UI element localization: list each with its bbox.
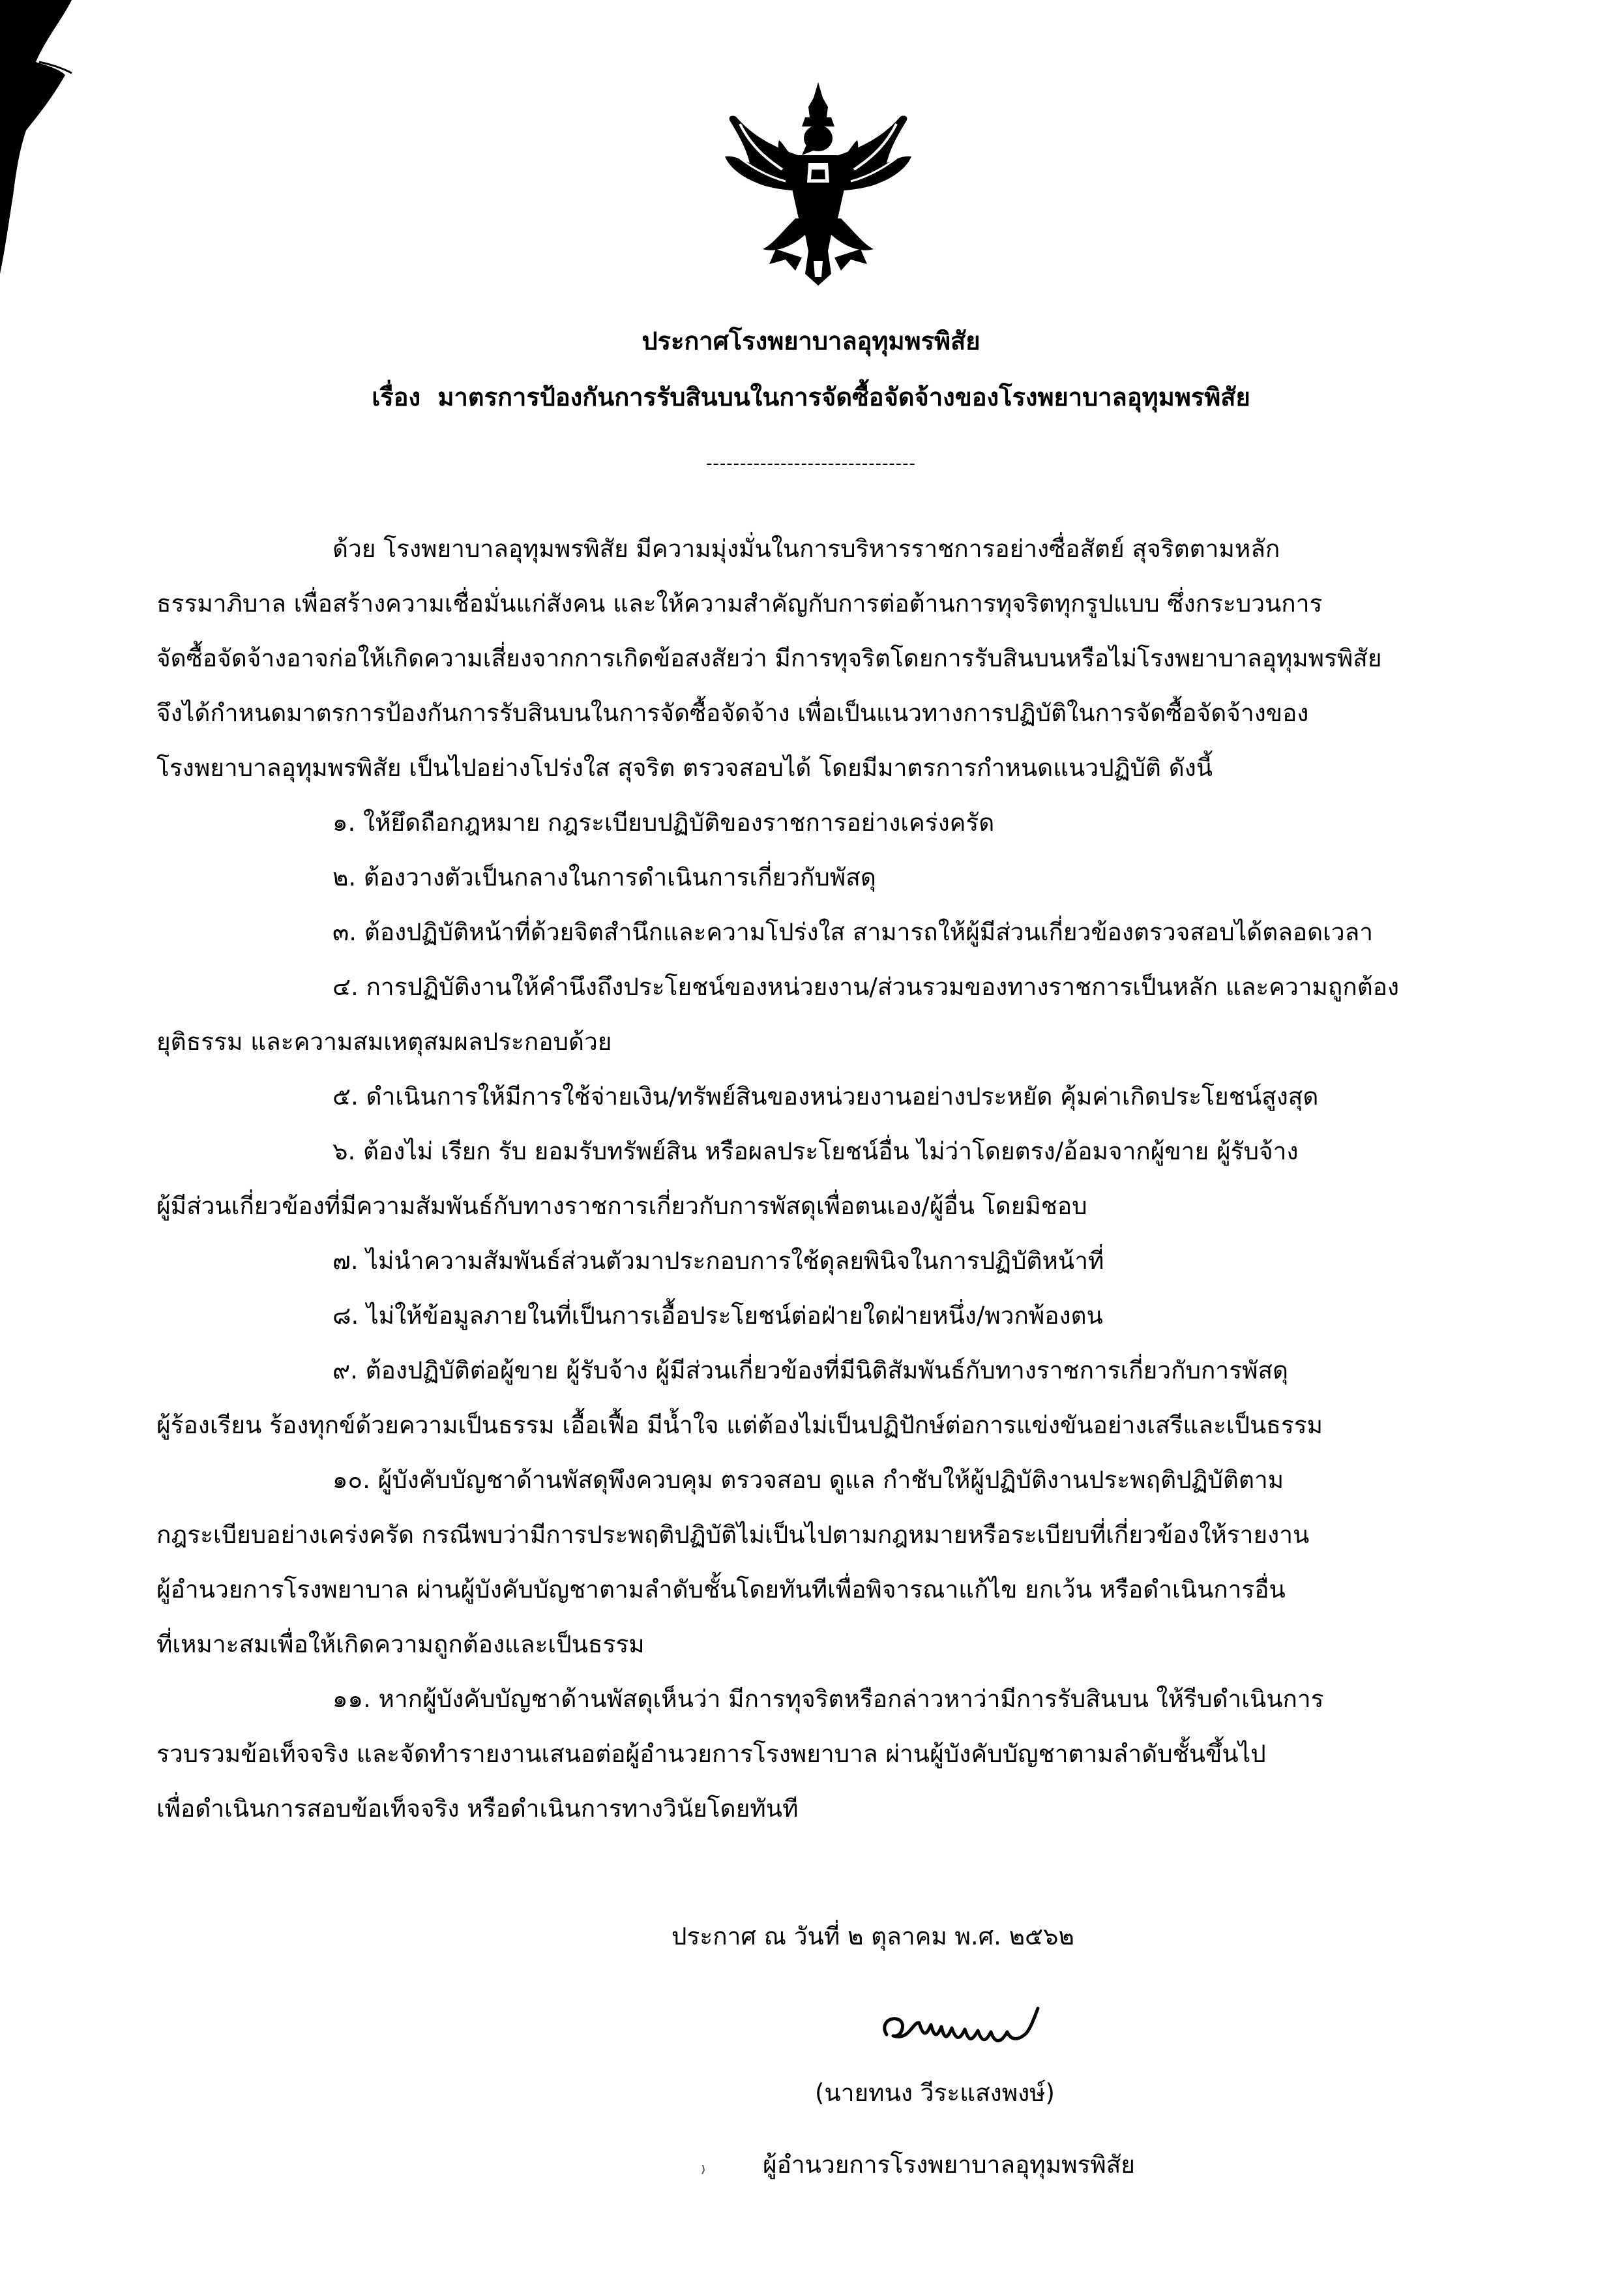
body-line: จึงได้กำหนดมาตรการป้องกันการรับสินบนในการจัดซื้อจัดจ้าง เพื่อเป็นแนวทางการปฏิบัติในการจัดซื้อจัดจ้างของ: [156, 699, 1309, 727]
document-title: ประกาศโรงพยาบาลอุทุมพรพิสัย: [641, 327, 981, 355]
subject-label: เรื่อง: [372, 383, 421, 411]
garuda-emblem-icon: [711, 78, 926, 293]
signer-name: (นายทนง วีระแสงพงษ์): [815, 2079, 1055, 2107]
body-line: ด้วย โรงพยาบาลอุทุมพรพิสัย มีความมุ่งมั่นในการบริหารราชการอย่างซื่อสัตย์ สุจริตตามหลัก: [332, 535, 1280, 563]
scan-corner-mark: [0, 0, 130, 274]
measure-item: ๑๐. ผู้บังคับบัญชาด้านพัสดุพึงควบคุม ตรวจสอบ ดูแล กำชับให้ผู้ปฏิบัติงานประพฤติปฏิบัติตาม: [332, 1466, 1284, 1494]
subject-text: มาตรการป้องกันการรับสินบนในการจัดซื้อจัดจ้างของโรงพยาบาลอุทุมพรพิสัย: [437, 383, 1250, 411]
measure-item: ๖. ต้องไม่ เรียก รับ ยอมรับทรัพย์สิน หรือผลประโยชน์อื่น ไม่ว่าโดยตรง/อ้อมจากผู้ขาย ผู้รับจ้าง: [332, 1137, 1299, 1165]
measure-item: ๑๑. หากผู้บังคับบัญชาด้านพัสดุเห็นว่า มีการทุจริตหรือกล่าวหาว่ามีการรับสินบน ให้รีบดำเนินการ: [332, 1685, 1324, 1713]
measure-item: ๓. ต้องปฏิบัติหน้าที่ด้วยจิตสำนึกและความโปร่งใส สามารถให้ผู้มีส่วนเกี่ยวข้องตรวจสอบได้ตลอดเวลา: [332, 918, 1374, 946]
document-body: [156, 522, 1473, 1836]
measure-item-cont: ผู้มีส่วนเกี่ยวข้องที่มีความสัมพันธ์กับทางราชการเกี่ยวกับการพัสดุเพื่อตนเอง/ผู้อื่น โดยมิชอบ: [156, 1192, 1087, 1220]
body-line: โรงพยาบาลอุทุมพรพิสัย เป็นไปอย่างโปร่งใส สุจริต ตรวจสอบได้ โดยมีมาตรการกำหนดแนวปฏิบัติ ดังนี้: [156, 754, 1213, 782]
measure-item: ๔. การปฏิบัติงานให้คำนึงถึงประโยชน์ของหน่วยงาน/ส่วนรวมของทางราชการเป็นหลัก และความถูกต้อง: [332, 973, 1400, 1001]
measure-item: ๑. ให้ยึดถือกฎหมาย กฎระเบียบปฏิบัติของราชการอย่างเคร่งครัด: [332, 809, 995, 837]
measure-item: ๕. ดำเนินการให้มีการใช้จ่ายเงิน/ทรัพย์สินของหน่วยงานอย่างประหยัด คุ้มค่าเกิดประโยชน์สูงสุด: [332, 1082, 1319, 1111]
signer-position: ผู้อำนวยการโรงพยาบาลอุทุมพรพิสัย: [763, 2151, 1135, 2179]
document-subject: [0, 381, 1622, 413]
measure-item-cont: รวบรวมข้อเท็จจริง และจัดทำรายงานเสนอต่อผู้อำนวยการโรงพยาบาล ผ่านผู้บังคับบัญชาตามลำดับชั้นขึ้นไป: [156, 1740, 1266, 1768]
separator-line: -------------------------------: [706, 454, 916, 473]
measure-item: ๙. ต้องปฏิบัติต่อผู้ขาย ผู้รับจ้าง ผู้มีส่วนเกี่ยวข้องที่มีนิติสัมพันธ์กับทางราชการเกี่ยวกับการพัสดุ: [332, 1356, 1289, 1384]
announcement-date: ประกาศ ณ วันที่ ๒ ตุลาคม พ.ศ. ๒๕๖๒: [671, 1922, 1074, 1950]
measure-item-cont: กฎระเบียบอย่างเคร่งครัด กรณีพบว่ามีการประพฤติปฏิบัติไม่เป็นไปตามกฎหมายหรือระเบียบที่เกี่ยวข้องให้รายงาน: [156, 1521, 1310, 1549]
body-line: ธรรมาภิบาล เพื่อสร้างความเชื่อมั่นแก่สังคน และให้ความสำคัญกับการต่อต้านการทุจริตทุกรูปแบบ ซึ่งกระบวนการ: [156, 589, 1323, 618]
scan-speck: [701, 2165, 705, 2174]
measure-item-cont: ผู้ร้องเรียน ร้องทุกข์ด้วยความเป็นธรรม เอื้อเฟื้อ มีน้ำใจ แต่ต้องไม่เป็นปฏิปักษ์ต่อการแข่งขันอย่างเสรีและเป็นธรรม: [156, 1411, 1323, 1439]
measure-item: ๘. ไม่ให้ข้อมูลภายในที่เป็นการเอื้อประโยชน์ต่อฝ่ายใดฝ่ายหนึ่ง/พวกพ้องตน: [332, 1302, 1103, 1330]
body-line: จัดซื้อจัดจ้างอาจก่อให้เกิดความเสี่ยงจากการเกิดข้อสงสัยว่า มีการทุจริตโดยการรับสินบนหรือไม่โรงพยาบาลอุทุมพรพิสัย: [156, 644, 1382, 672]
measure-item: ๒. ต้องวางตัวเป็นกลางในการดำเนินการเกี่ยวกับพัสดุ: [332, 863, 876, 891]
measure-item: ๗. ไม่นำความสัมพันธ์ส่วนตัวมาประกอบการใช้ดุลยพินิจในการปฏิบัติหน้าที่: [332, 1247, 1104, 1275]
measure-item-cont: ที่เหมาะสมเพื่อให้เกิดความถูกต้องและเป็นธรรม: [156, 1630, 645, 1658]
handwritten-signature-icon: [874, 1989, 1069, 2067]
measure-item-cont: ผู้อำนวยการโรงพยาบาล ผ่านผู้บังคับบัญชาตามลำดับชั้นโดยทันทีเพื่อพิจารณาแก้ไข ยกเว้น หรือดำเนินการอื่น: [156, 1575, 1286, 1603]
measure-item-cont: เพื่อดำเนินการสอบข้อเท็จจริง หรือดำเนินการทางวินัยโดยทันที: [156, 1795, 799, 1823]
measure-item-cont: ยุติธรรม และความสมเหตุสมผลประกอบด้วย: [156, 1028, 612, 1056]
